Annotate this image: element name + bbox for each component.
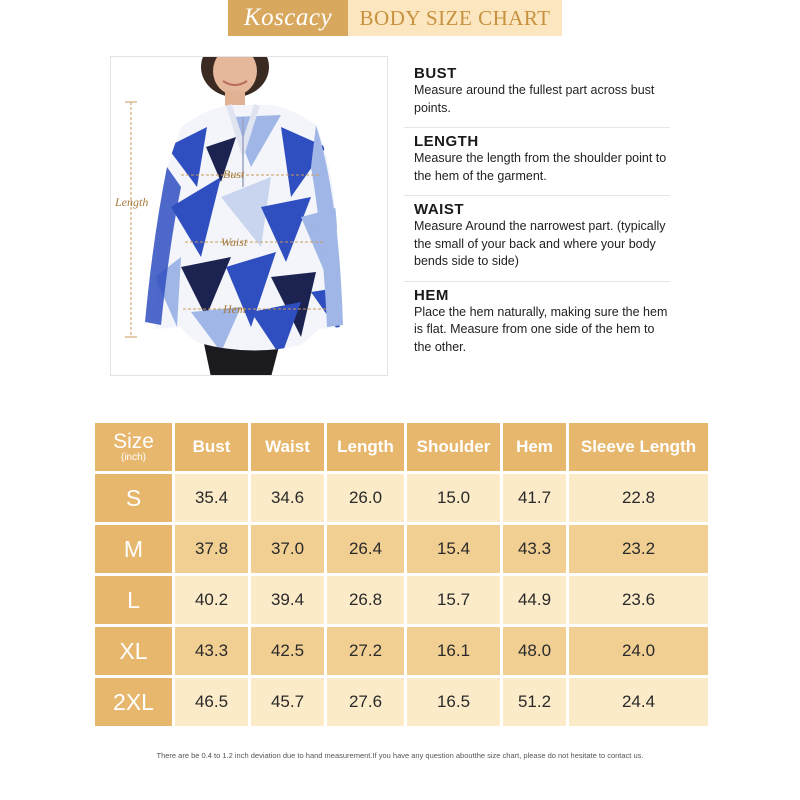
table-header-row xyxy=(94,422,710,473)
table-cell: 15.7 xyxy=(406,575,502,626)
table-cell: 27.6 xyxy=(326,677,406,728)
measurement-title: BUST xyxy=(414,65,457,82)
table-cell: 44.9 xyxy=(502,575,568,626)
column-header: Hem xyxy=(502,422,568,473)
table-row xyxy=(94,473,710,524)
table-cell: 46.5 xyxy=(174,677,250,728)
column-header: Shoulder xyxy=(406,422,502,473)
table-row xyxy=(94,575,710,626)
table-cell: 41.7 xyxy=(502,473,568,524)
table-cell: 24.4 xyxy=(568,677,710,728)
measurement-text: Measure Around the narrowest part. (typically the small of your back and where your body bends side to side) xyxy=(414,219,666,268)
table-cell: 48.0 xyxy=(502,626,568,677)
table-cell: 43.3 xyxy=(174,626,250,677)
table-cell: 22.8 xyxy=(568,473,710,524)
table-cell: 40.2 xyxy=(174,575,250,626)
table-cell: 43.3 xyxy=(502,524,568,575)
measurement-text: Measure around the fullest part across bust points. xyxy=(414,83,655,115)
model-photo xyxy=(110,56,388,376)
measurement-length xyxy=(404,128,670,196)
header-banner xyxy=(228,0,562,36)
size-header-label: Size xyxy=(113,429,154,453)
size-cell: L xyxy=(94,575,174,626)
footnote: There are be 0.4 to 1.2 inch deviation due to hand measurement.If you have any question aboutthe size chart, please do not hesitate to contact us. xyxy=(156,751,644,760)
table-cell: 16.1 xyxy=(406,626,502,677)
measurement-text: Measure the length from the shoulder point to the hem of the garment. xyxy=(414,151,667,183)
waist-label: Waist xyxy=(221,235,248,249)
measurement-hem xyxy=(404,282,670,367)
measurement-title: WAIST xyxy=(414,201,464,218)
hem-label: Hem xyxy=(223,302,246,316)
measurement-title: HEM xyxy=(414,286,449,304)
size-chart-table xyxy=(92,420,711,729)
length-label: Length xyxy=(115,195,149,209)
table-cell: 35.4 xyxy=(174,473,250,524)
table-cell: 26.4 xyxy=(326,524,406,575)
size-cell: S xyxy=(94,473,174,524)
column-header: Sleeve Length xyxy=(568,422,710,473)
table-cell: 15.4 xyxy=(406,524,502,575)
measurement-guide xyxy=(404,60,670,366)
size-cell: M xyxy=(94,524,174,575)
unit-label: (inch) xyxy=(120,451,146,463)
table-cell: 26.0 xyxy=(326,473,406,524)
size-header xyxy=(94,422,174,473)
table-row xyxy=(94,524,710,575)
column-header: Waist xyxy=(250,422,326,473)
measurement-waist xyxy=(404,196,670,282)
table-cell: 42.5 xyxy=(250,626,326,677)
bust-label: Bust xyxy=(223,167,245,181)
table-cell: 15.0 xyxy=(406,473,502,524)
column-header: Bust xyxy=(174,422,250,473)
table-cell: 23.6 xyxy=(568,575,710,626)
table-cell: 23.2 xyxy=(568,524,710,575)
table-cell: 16.5 xyxy=(406,677,502,728)
brand-logo: Koscacy xyxy=(228,0,348,36)
table-cell: 39.4 xyxy=(250,575,326,626)
table-cell: 34.6 xyxy=(250,473,326,524)
measurement-title: LENGTH xyxy=(414,133,479,150)
column-header: Length xyxy=(326,422,406,473)
size-cell: 2XL xyxy=(94,677,174,728)
page-title: BODY SIZE CHART xyxy=(348,0,562,36)
shirt-illustration xyxy=(111,57,388,376)
table-cell: 27.2 xyxy=(326,626,406,677)
table-cell: 37.8 xyxy=(174,524,250,575)
table-cell: 51.2 xyxy=(502,677,568,728)
measurement-bust xyxy=(404,60,670,128)
measurement-text: Place the hem naturally, making sure the hem is flat. Measure from one side of the hem to the other. xyxy=(414,304,668,354)
table-cell: 26.8 xyxy=(326,575,406,626)
table-row xyxy=(94,626,710,677)
table-cell: 37.0 xyxy=(250,524,326,575)
table-cell: 24.0 xyxy=(568,626,710,677)
table-row xyxy=(94,677,710,728)
size-cell: XL xyxy=(94,626,174,677)
table-cell: 45.7 xyxy=(250,677,326,728)
